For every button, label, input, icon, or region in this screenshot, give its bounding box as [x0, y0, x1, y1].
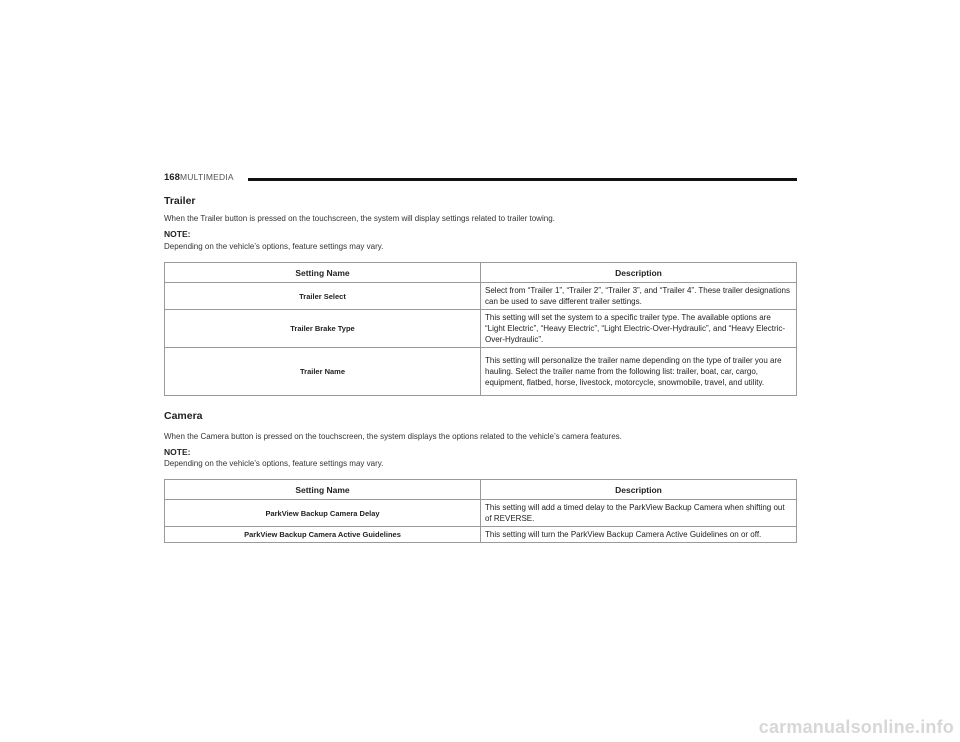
- trailer-settings-table: [164, 262, 797, 396]
- table-row: [165, 348, 797, 396]
- setting-name: Trailer Name: [165, 348, 481, 396]
- setting-name: ParkView Backup Camera Delay: [165, 500, 481, 527]
- camera-heading: Camera: [164, 410, 203, 422]
- page-number: 168: [164, 172, 180, 183]
- col-setting-name: Setting Name: [165, 480, 481, 500]
- trailer-intro: When the Trailer button is pressed on the touchscreen, the system will display settings related to trailer towing.: [164, 214, 555, 223]
- col-setting-name: Setting Name: [165, 263, 481, 283]
- table-row: [165, 310, 797, 348]
- table-row: [165, 500, 797, 527]
- table-header-row: [165, 480, 797, 500]
- setting-name: Trailer Brake Type: [165, 310, 481, 348]
- camera-intro: When the Camera button is pressed on the touchscreen, the system displays the options related to the vehicle’s camera features.: [164, 432, 622, 441]
- watermark: carmanualsonline.info: [758, 717, 954, 737]
- trailer-note-title: NOTE:: [164, 229, 191, 239]
- camera-note-text: Depending on the vehicle’s options, feature settings may vary.: [164, 459, 384, 468]
- setting-description: Select from “Trailer 1”, “Trailer 2”, “Trailer 3”, and “Trailer 4”. These trailer designations can be used to save different trailer settings.: [481, 283, 797, 310]
- col-description: Description: [481, 480, 797, 500]
- table-header-row: [165, 263, 797, 283]
- header-rule: [248, 178, 797, 181]
- setting-name: ParkView Backup Camera Active Guidelines: [165, 527, 481, 543]
- col-description: Description: [481, 263, 797, 283]
- trailer-heading: Trailer: [164, 195, 196, 207]
- table-row: [165, 283, 797, 310]
- table-row: [165, 527, 797, 543]
- setting-description: This setting will add a timed delay to the ParkView Backup Camera when shifting out of REVERSE.: [481, 500, 797, 527]
- setting-name: Trailer Select: [165, 283, 481, 310]
- camera-note-title: NOTE:: [164, 447, 191, 457]
- setting-description: This setting will set the system to a specific trailer type. The available options are “Light Electric”, “Heavy Electric”, “Light Electric-Over-Hydraulic”, and “Heavy Electric-Over-Hydraulic”.: [481, 310, 797, 348]
- setting-description: This setting will personalize the trailer name depending on the type of trailer you are hauling. Select the trailer name from the following list: trailer, boat, car, cargo, equipment, flatbed, horse, livestock, motorcycle, snowmobile, travel, and utility.: [481, 348, 797, 396]
- setting-description: This setting will turn the ParkView Backup Camera Active Guidelines on or off.: [481, 527, 797, 543]
- page-header: [164, 172, 797, 186]
- section-label: MULTIMEDIA: [180, 172, 234, 182]
- trailer-note-text: Depending on the vehicle’s options, feature settings may vary.: [164, 242, 384, 251]
- camera-settings-table: [164, 479, 797, 543]
